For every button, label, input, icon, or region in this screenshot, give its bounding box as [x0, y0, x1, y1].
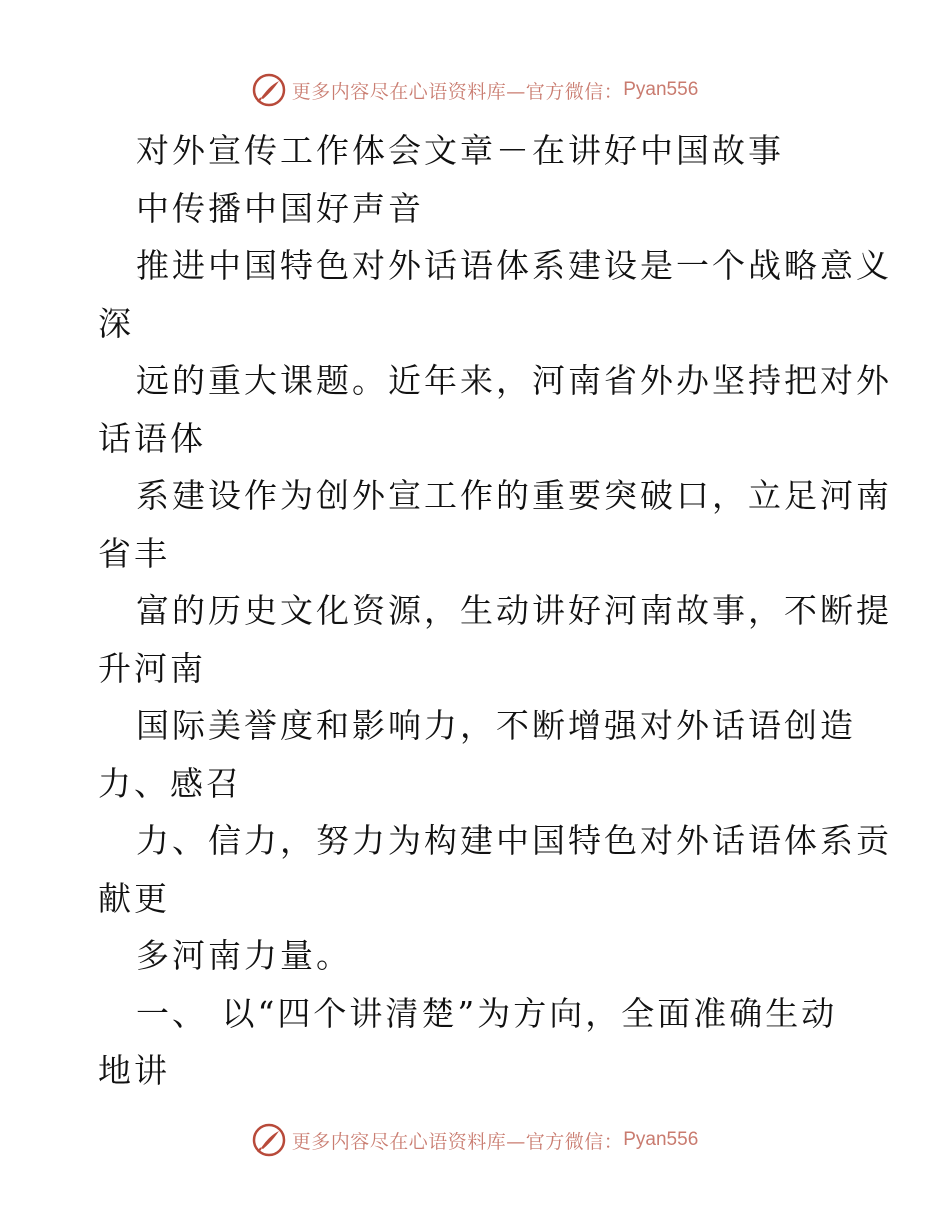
text-line: 推进中国特色对外话语体系建设是一个战略意义 — [136, 246, 892, 285]
header-watermark — [0, 70, 950, 110]
text-line: 力、信力，努力为构建中国特色对外话语体系贡 — [136, 821, 892, 860]
watermark-text: 更多内容尽在心语资料库—官方微信： — [291, 1130, 624, 1153]
title-line-2: 中传播中国好声音 — [136, 188, 424, 228]
text-line: 省丰 — [98, 533, 170, 573]
text-line: 深 — [98, 303, 134, 343]
text-line: 富的历史文化资源，生动讲好河南故事，不断提 — [136, 591, 892, 630]
watermark-account: Pyan556 — [623, 79, 699, 100]
text-line: 力、感召 — [98, 763, 242, 803]
section-heading-line: 一、 以“四个讲清楚”为方向，全面准确生动 — [136, 993, 838, 1033]
document-body — [98, 122, 892, 1100]
quill-logo-icon — [252, 1123, 286, 1157]
text-line: 系建设作为创外宣工作的重要突破口，立足河南 — [136, 476, 892, 515]
text-line: 国际美誉度和影响力，不断增强对外话语创造 — [136, 706, 856, 745]
watermark-text: 更多内容尽在心语资料库—官方微信： — [291, 80, 624, 103]
footer-watermark — [0, 1120, 950, 1160]
quill-logo-icon — [252, 73, 286, 107]
text-line: 多河南力量。 — [136, 936, 352, 975]
text-line: 献更 — [98, 878, 170, 918]
text-line: 话语体 — [98, 418, 206, 458]
watermark-account: Pyan556 — [623, 1129, 699, 1150]
text-line: 远的重大课题。近年来，河南省外办坚持把对外 — [136, 361, 892, 400]
title-line-1: 对外宣传工作体会文章－在讲好中国故事 — [136, 131, 784, 170]
text-line: 升河南 — [98, 648, 206, 688]
text-line: 地讲 — [98, 1051, 170, 1090]
